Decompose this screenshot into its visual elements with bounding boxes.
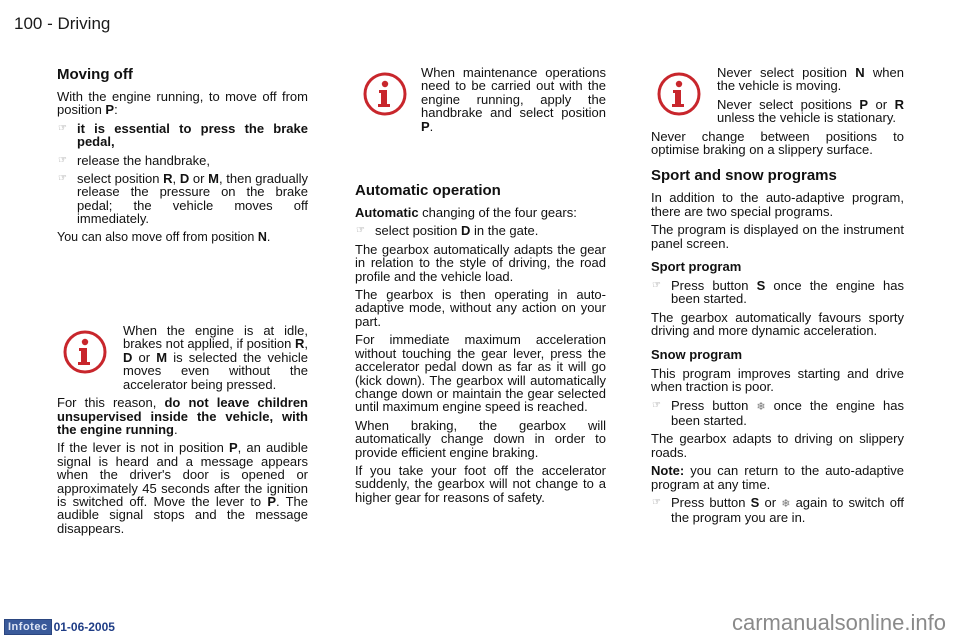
text: unless the vehicle is stationary. — [717, 110, 896, 126]
move-off-neutral — [57, 231, 308, 244]
footer-left — [4, 619, 115, 635]
pointing-hand-icon: ☞ — [58, 122, 67, 134]
footer-date: 01-06-2005 — [53, 620, 115, 634]
heading-automatic-operation: Automatic operation — [355, 182, 501, 200]
text: Press button — [671, 494, 751, 510]
spacer — [57, 249, 308, 324]
paragraph: The gearbox automatically adapts the gear in relation to the style of driving, the road profile and the vehicle load. — [355, 241, 606, 284]
infotec-logo: Infotec — [4, 619, 52, 635]
pointing-hand-icon: ☞ — [356, 225, 365, 237]
text: changing of the four gears: — [418, 205, 577, 221]
column-automatic-operation — [355, 66, 606, 509]
text: Press button — [671, 278, 757, 294]
text: Never select position — [717, 65, 856, 80]
paragraph: The gearbox adapts to driving on slippery roads. — [651, 431, 904, 460]
paragraph: If you take your foot off the accelerator suddenly, the gearbox will not change to a higher gear for reasons of safety. — [355, 462, 606, 505]
text: is selected the vehicle moves even without the accelerator being pressed. — [123, 349, 308, 392]
pointing-hand-icon: ☞ — [652, 280, 661, 292]
position-label: R — [295, 336, 305, 352]
position-label: M — [156, 349, 168, 365]
paragraph: When braking, the gearbox will automatically change down in order to provide efficient engine braking. — [355, 417, 606, 460]
info-signal — [57, 441, 308, 535]
info-icon — [361, 70, 409, 118]
position-label: R — [894, 96, 904, 112]
pointing-hand-icon: ☞ — [58, 173, 67, 185]
info-text: Never change between positions to optimise braking on a slippery surface. — [651, 128, 904, 158]
column-sport-snow — [651, 66, 904, 530]
info-note-idle — [57, 324, 308, 535]
text: For this reason, — [57, 395, 165, 411]
bullet-text: it is essential to press the brake pedal, — [77, 120, 308, 150]
heading-snow-program: Snow program — [651, 346, 743, 362]
text: . — [174, 421, 178, 437]
text: or — [132, 349, 157, 365]
info-note-never-select — [651, 66, 904, 156]
bullet-text: release the handbrake, — [77, 152, 210, 168]
info-icon — [655, 70, 703, 118]
text: select position — [77, 171, 164, 187]
position-label: N — [257, 229, 267, 244]
footer-site-watermark[interactable]: carmanualsonline.info — [731, 610, 946, 635]
position-label: D — [179, 171, 190, 187]
info-icon — [61, 328, 109, 376]
heading-sport-program: Sport program — [651, 259, 742, 275]
bullet-item — [651, 399, 904, 428]
paragraph: For immediate maximum acceleration without touching the gear lever, press the accelerator pedal down as far as it will go (kick down). The gearbox will automatically change down or maintain the gear selected until maximum engine speed is reached. — [355, 332, 606, 415]
note — [651, 464, 904, 491]
text: you can return to the auto-adaptive program at any time. — [651, 463, 904, 492]
warning-text: do not leave children unsupervised inside the vehicle, with the engine running — [57, 395, 308, 437]
text: or — [868, 96, 895, 112]
pointing-hand-icon: ☞ — [652, 496, 661, 508]
text: , an audible signal is heard and a message appears when the driver's door is opened or approximately 45 seconds after the ignition is switched off. Move the lever to — [57, 440, 308, 509]
text: . The audible signal stops and the message disappears. — [57, 493, 308, 536]
note-label: Note: — [651, 463, 685, 479]
bullet-item — [651, 496, 904, 525]
bullet-item — [355, 224, 606, 237]
snowflake-icon: ❄ — [781, 497, 791, 510]
text: select position — [375, 223, 461, 239]
position-label: R — [163, 171, 173, 187]
text: . — [266, 229, 271, 244]
pointing-hand-icon: ☞ — [652, 399, 661, 411]
position-label: P — [228, 440, 238, 456]
text: , — [172, 171, 180, 187]
info-text — [417, 66, 606, 133]
bullet-item — [57, 172, 308, 226]
text: or — [189, 171, 209, 187]
text: Automatic — [355, 205, 419, 221]
bullet-item — [57, 122, 308, 149]
paragraph: The program is displayed on the instrument panel screen. — [651, 222, 904, 251]
bullet-item — [57, 154, 308, 167]
text: when the vehicle is moving. — [717, 65, 904, 94]
position-label: D — [123, 349, 133, 365]
position-label: N — [855, 65, 865, 80]
position-label: P — [859, 96, 869, 112]
column-moving-off — [57, 66, 308, 540]
automatic-intro — [355, 206, 606, 219]
paragraph: In addition to the auto-adaptive program, there are two special programs. — [651, 190, 904, 219]
position-label: D — [461, 223, 471, 239]
button-label: S — [750, 494, 760, 510]
page-header: 100 - Driving — [14, 14, 111, 33]
text: in the gate. — [470, 223, 539, 239]
spacer — [355, 138, 606, 182]
text: Never select positions — [717, 96, 860, 112]
text: once the engine has been started. — [671, 397, 904, 428]
position-label: P — [105, 102, 115, 118]
button-label: S — [756, 278, 766, 294]
text: Press button — [671, 397, 757, 413]
text: , then gradually release the pressure on the brake pedal; the vehicle moves off immediately. — [77, 171, 308, 227]
position-label: P — [421, 118, 430, 134]
position-label: P — [267, 493, 276, 509]
text: : — [114, 102, 118, 118]
heading-moving-off: Moving off — [57, 66, 133, 83]
text: again to switch off the program you are in. — [671, 494, 904, 526]
paragraph: The gearbox is then operating in auto-adaptive mode, without any action on your part. — [355, 287, 606, 329]
bullet-item — [651, 279, 904, 306]
text: . — [429, 118, 434, 134]
text: You can also move off from position — [57, 229, 258, 244]
moving-off-intro — [57, 90, 308, 117]
paragraph: This program improves starting and drive when traction is poor. — [651, 365, 904, 395]
heading-sport-snow: Sport and snow programs — [651, 167, 837, 185]
text: , — [304, 336, 309, 352]
text: When the engine is at idle, brakes not applied, if position — [123, 323, 308, 352]
text: When maintenance operations need to be carried out with the engine running, apply the handbrake and select position — [421, 65, 606, 121]
text: With the engine running, to move off from position — [57, 89, 308, 118]
paragraph: The gearbox automatically favours sporty driving and more dynamic acceleration. — [651, 309, 904, 339]
text: If the lever is not in position — [57, 440, 229, 456]
position-label: M — [208, 171, 219, 187]
info-note-maintenance — [355, 66, 606, 133]
text: or — [759, 494, 782, 510]
pointing-hand-icon: ☞ — [58, 154, 67, 166]
info-warning — [57, 396, 308, 436]
snowflake-icon: ❄ — [756, 400, 766, 413]
text: once the engine has been started. — [671, 278, 904, 307]
